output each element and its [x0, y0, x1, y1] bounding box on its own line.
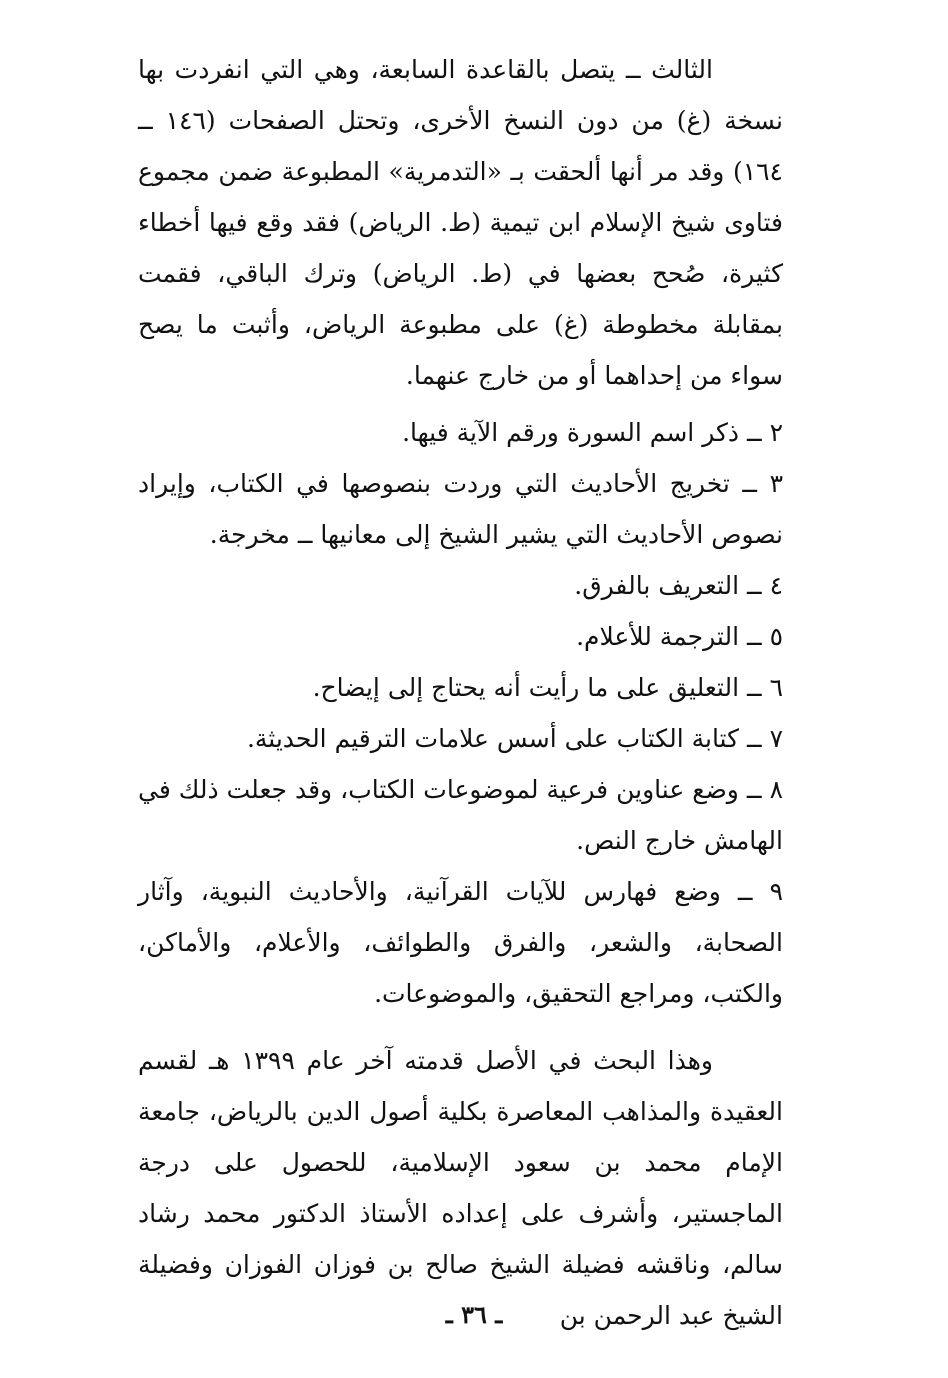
list-item-6: ٦ ــ التعليق على ما رأيت أنه يحتاج إلى إيضاح. [312, 673, 783, 702]
paragraph-research-origin: وهذا البحث في الأصل قدمته آخر عام ١٣٩٩ هـ لقسم العقيدة والمذاهب المعاصرة بكلية أصول الدين بالرياض، جامعة الإمام محمد بن سعود الإسلامية، للحصول على درجة الماجستير، وأشرف على إعداده الأستاذ الدكتور محمد رشاد سالم، وناقشه فضيلة الشيخ صالح بن فوزان الفوزان وفضيلة الشيخ عبد الرحمن بن [138, 1046, 783, 1330]
list-item-8: ٨ ــ وضع عناوين فرعية لموضوعات الكتاب، وقد جعلت ذلك في الهامش خارج النص. [138, 775, 783, 855]
list-item-3: ٣ ــ تخريج الأحاديث التي وردت بنصوصها في الكتاب، وإيراد نصوص الأحاديث التي يشير الشيخ إلى معانيها ــ مخرجة. [138, 469, 783, 549]
paragraph-third-point: الثالث ــ يتصل بالقاعدة السابعة، وهي التي انفردت بها نسخة (غ) من دون النسخ الأخرى، وتحتل الصفحات (١٤٦ ــ ١٦٤) وقد مر أنها ألحقت بـ «التدمرية» المطبوعة ضمن مجموع فتاوى شيخ الإسلام ابن تيمية (ط. الرياض) فقد وقع فيها أخطاء كثيرة، صُحح بعضها في (ط. الرياض) وترك الباقي، فقمت بمقابلة مخطوطة (غ) على مطبوعة الرياض، وأثبت ما يصح سواء من إحداهما أو من خارج عنهما. [138, 55, 783, 390]
page-body [138, 44, 783, 1341]
list-item-7: ٧ ــ كتابة الكتاب على أسس علامات الترقيم الحديثة. [246, 724, 783, 753]
list-item-4: ٤ ــ التعريف بالفرق. [574, 571, 783, 600]
page-number: ـ ٣٦ ـ [445, 1300, 503, 1329]
list-item-2: ٢ ــ ذكر اسم السورة ورقم الآية فيها. [402, 418, 783, 447]
list-item-9: ٩ ــ وضع فهارس للآيات القرآنية، والأحاديث النبوية، وآثار الصحابة، والشعر، والفرق والطوائف، والأعلام، والأماكن، والكتب، ومراجع التحقيق، والموضوعات. [138, 877, 783, 1008]
spacer [138, 1019, 783, 1035]
list-item-5: ٥ ــ الترجمة للأعلام. [576, 622, 783, 651]
